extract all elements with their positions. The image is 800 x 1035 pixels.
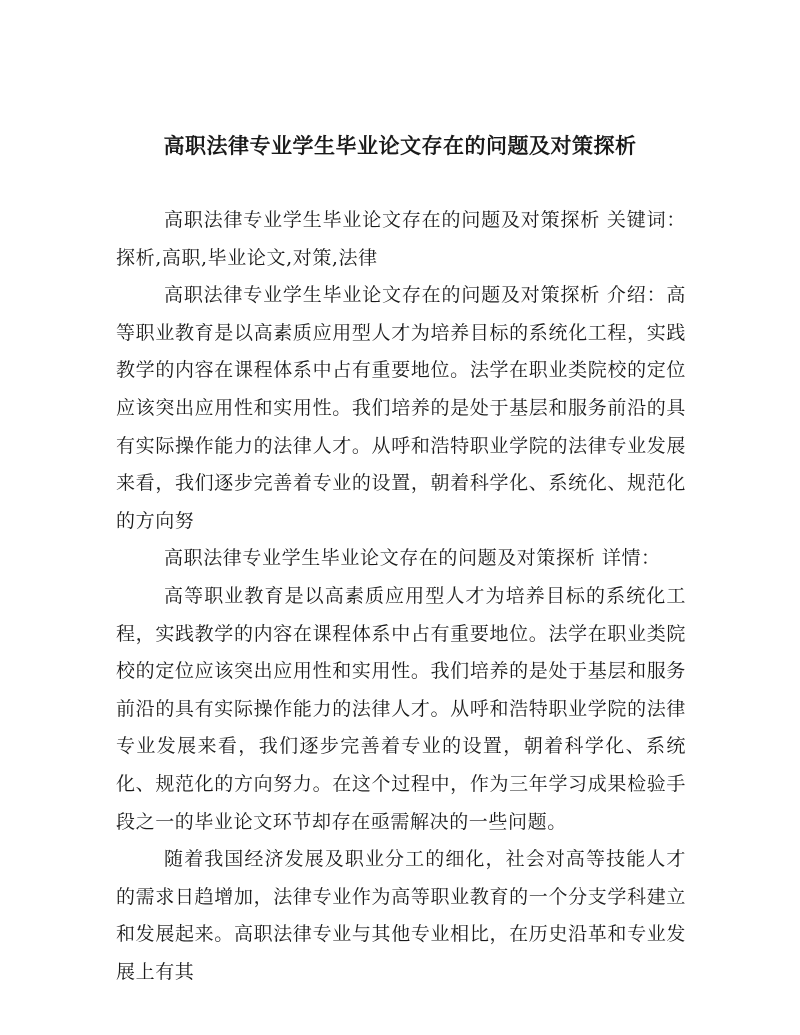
paragraph-keywords: 高职法律专业学生毕业论文存在的问题及对策探析 关键词：探析,高职,毕业论文,对策,法律: [116, 209, 686, 269]
paragraph-body-2: 随着我国经济发展及职业分工的细化，社会对高等技能人才的需求日趋增加，法律专业作为高等职业教育的一个分支学科建立和发展起来。高职法律专业与其他专业相比，在历史沿革和专业发展上有其: [116, 848, 686, 983]
document-title: 高职法律专业学生毕业论文存在的问题及对策探析: [163, 134, 637, 158]
document-body: [116, 202, 686, 991]
paragraph-body-1: 高等职业教育是以高素质应用型人才为培养目标的系统化工程，实践教学的内容在课程体系中占有重要地位。法学在职业类院校的定位应该突出应用性和实用性。我们培养的是处于基层和服务前沿的具有实际操作能力的法律人才。从呼和浩特职业学院的法律专业发展来看，我们逐步完善着专业的设置，朝着科学化、系统化、规范化的方向努力。在这个过程中，作为三年学习成果检验手段之一的毕业论文环节却存在亟需解决的一些问题。: [116, 584, 686, 833]
paragraph-introduction: 高职法律专业学生毕业论文存在的问题及对策探析 介绍：高等职业教育是以高素质应用型人才为培养目标的系统化工程，实践教学的内容在课程体系中占有重要地位。法学在职业类院校的定位应该突出应用性和实用性。我们培养的是处于基层和服务前沿的具有实际操作能力的法律人才。从呼和浩特职业学院的法律专业发展来看，我们逐步完善着专业的设置，朝着科学化、系统化、规范化的方向努: [116, 284, 686, 532]
paragraph-details-heading: 高职法律专业学生毕业论文存在的问题及对策探析 详情：: [164, 547, 661, 570]
